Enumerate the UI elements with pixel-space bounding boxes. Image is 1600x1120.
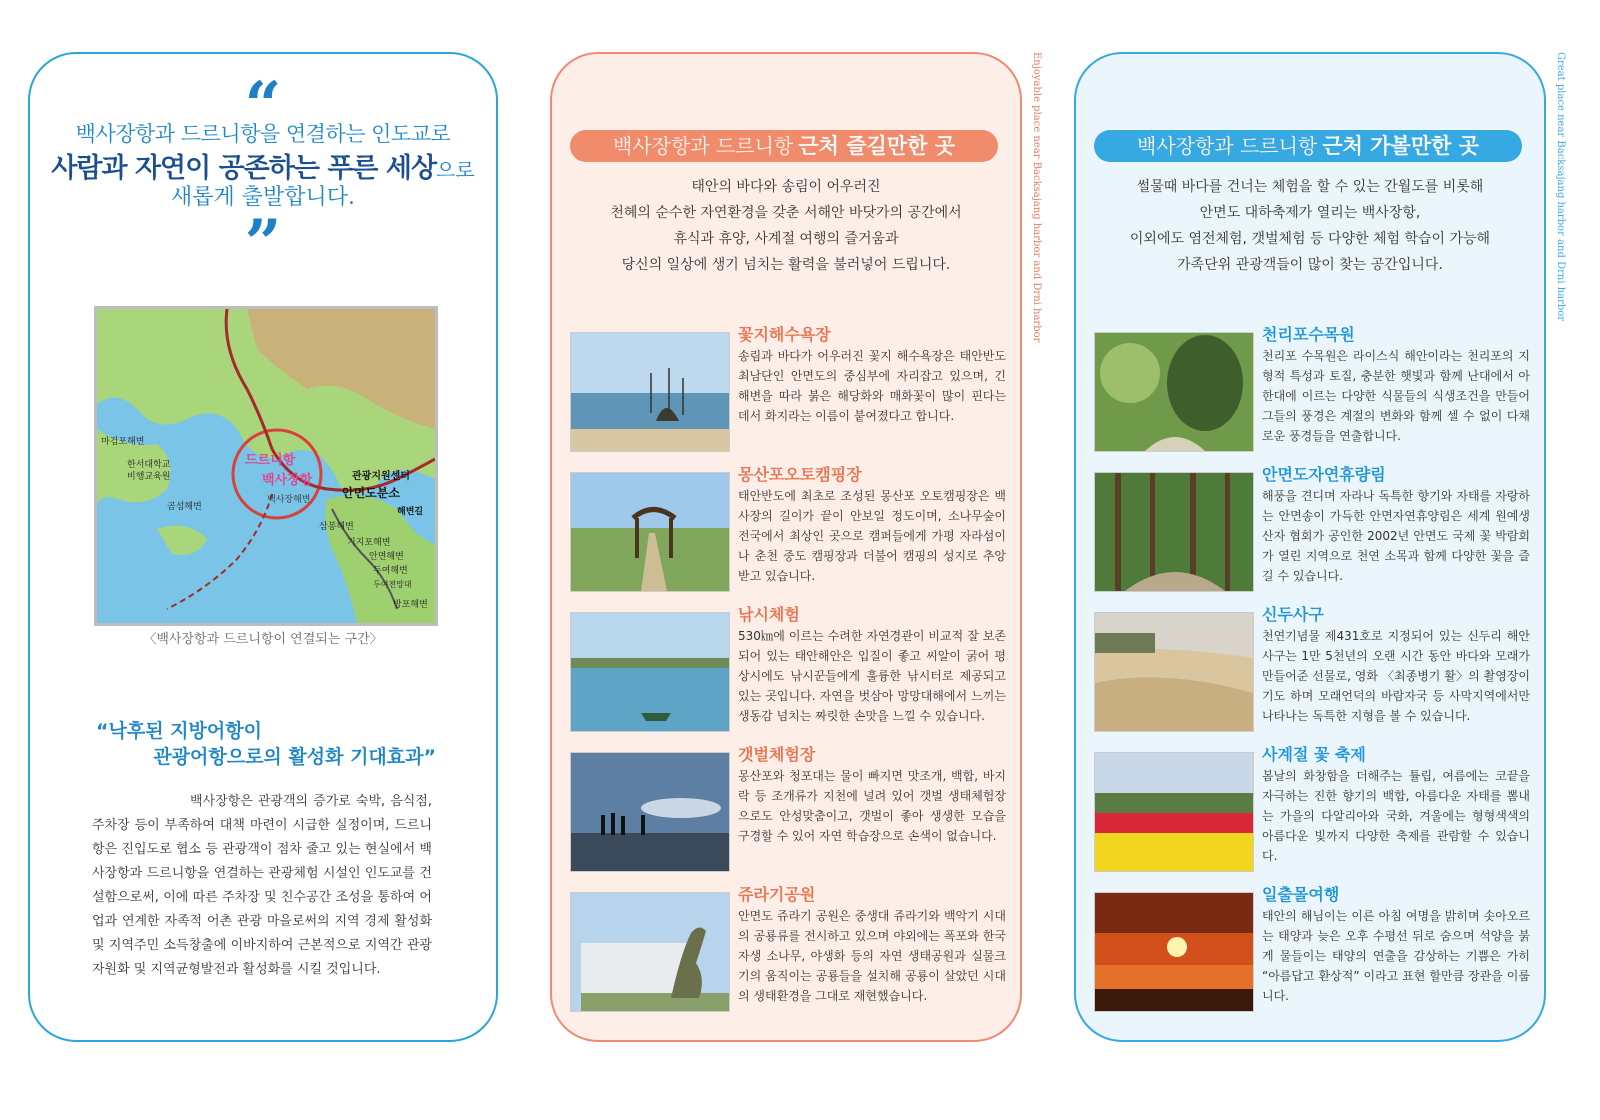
intro-line: 천혜의 순수한 자연환경을 갖춘 서해안 바닷가의 공간에서 xyxy=(610,205,962,221)
place-desc: 송림과 바다가 어우러진 꽃지 해수욕장은 태안반도 최남단인 안면도의 중심부에 자리잡고 있으며, 긴 해변을 따라 붉은 해당화와 매화꽃이 많이 핀다는 데서 화지라는 이름이 붙여졌다고 합니다. xyxy=(738,349,1006,423)
photo-jurassic xyxy=(570,892,730,1012)
map-label-duyeo: 두여해변 xyxy=(373,566,408,576)
place-desc: 천연기념물 제431호로 지정되어 있는 신두리 해안사구는 1만 5천년의 오랜 시간 동안 바다와 모래가 만들어준 선물로, 영화 〈최종병기 활〉의 촬영장이기도 하며 모래언덕의 바람자국 등 사막지역에서만 나타나는 독특한 지형을 볼 수 있습니다. xyxy=(1262,629,1530,723)
map-caption: 〈백사장항과 드르니항이 연결되는 구간〉 xyxy=(143,632,383,647)
map-label-center: 관광지원센터 xyxy=(352,471,410,482)
place-item-jurassic xyxy=(570,885,1006,1014)
panel-bridge-intro xyxy=(28,52,498,1042)
photo-sunset xyxy=(1094,892,1254,1012)
place-item-sinduri xyxy=(1094,605,1530,734)
headline-line3: 새롭게 출발합니다. xyxy=(170,185,355,210)
place-desc: 봄날의 화창함을 더해주는 튤립, 여름에는 코끝을 자극하는 진한 향기의 백합, 아름다운 자태를 뽐내는 가을의 다알리아와 국화, 겨울에는 형형색색의 아름다운 빛까지 다양한 축제를 관람할 수 있습니다. xyxy=(1262,769,1530,863)
panel-enjoyable-places xyxy=(550,52,1022,1042)
place-item-mongsanpo xyxy=(570,465,1006,594)
place-desc: 몽산포와 청포대는 물이 빠지면 맛조개, 백합, 바지락 등 조개류가 지천에 널려 있어 갯벌 생태체험장으로도 안성맞춤이고, 갯벌이 좋아 생생한 모습을 구경할 수 있어 자연 학습장으로 손색이 없습니다. xyxy=(738,769,1006,843)
map-label-branch: 안면도분소 xyxy=(342,486,400,500)
intro-line: 안면도 대하축제가 열리는 백사장항, xyxy=(1199,205,1421,221)
map-label-trail: 해변길 xyxy=(397,507,424,517)
map-label-magumpo: 마검포해변 xyxy=(101,437,145,447)
place-item-arboretum xyxy=(1094,325,1530,454)
place-title: 몽산포오토캠핑장 xyxy=(738,465,862,484)
map-label-anmyeon: 안면해변 xyxy=(369,552,404,562)
intro-line: 태안의 바다와 송림이 어우러진 xyxy=(691,179,881,195)
area-map xyxy=(94,306,438,626)
headline-suffix: 으로 xyxy=(436,158,475,182)
photo-arboretum xyxy=(1094,332,1254,452)
map-label-gijipo: 기지포해변 xyxy=(347,538,391,548)
place-item-mudflat xyxy=(570,745,1006,874)
map-label-beach: 백사장해변 xyxy=(267,495,311,505)
enjoyable-intro xyxy=(562,174,1010,278)
place-title: 꽃지해수욕장 xyxy=(738,325,831,344)
close-quote-icon: ” xyxy=(244,206,282,281)
map-label-sambong: 삼봉해변 xyxy=(319,522,354,532)
place-title: 쥬라기공원 xyxy=(738,885,816,904)
photo-sinduri xyxy=(1094,612,1254,732)
place-item-kkotji xyxy=(570,325,1006,454)
vertical-caption-right: Great place near Backsajang harbor and Drni harbor xyxy=(1555,52,1566,322)
enjoyable-places-title xyxy=(570,130,998,162)
place-title: 낚시체험 xyxy=(738,605,800,624)
headline-line1: 백사장항과 드르니항을 연결하는 인도교로 xyxy=(75,122,451,146)
place-desc: 태안의 해님이는 이른 아침 여명을 밝히며 솟아오르는 태양과 늦은 오후 수평선 뒤로 숨으며 석양을 붉게 물들이는 태양의 연출을 감상하는 기쁨은 가히 “아름답고 환상적” 이라고 표현 할만큼 장관을 이룹니다. xyxy=(1262,909,1530,1003)
map-label-bangpo: 방포해변 xyxy=(393,600,428,610)
title-bold: 근처 가볼만한 곳 xyxy=(1322,134,1479,158)
place-title: 사계절 꽃 축제 xyxy=(1262,745,1366,764)
intro-line: 가족단위 관광객들이 많이 찾는 공간입니다. xyxy=(1177,257,1443,273)
place-title: 천리포수목원 xyxy=(1262,325,1355,344)
photo-forest xyxy=(1094,472,1254,592)
intro-line: 휴식과 휴양, 사계절 여행의 즐거움과 xyxy=(673,231,899,247)
place-desc: 천리포 수목원은 라이스식 해안이라는 천리포의 지형적 특성과 토질, 충분한 햇빛과 함께 난대에서 아한대에 이르는 다양한 식물들의 식생조건을 만들어 그들의 풍경은 계절의 변화와 함께 셀 수 없이 다채로운 풍경들을 연출합니다. xyxy=(1262,349,1530,443)
great-places-title xyxy=(1094,130,1522,162)
place-desc: 530㎞에 이르는 수려한 자연경관이 비교적 잘 보존되어 있는 태안해안은 입질이 좋고 씨알이 굵어 평상시에도 낚시꾼들에게 훌륭한 낚시터로 제공되고 있는 곳입니다. 자연을 벗삼아 망망대해에서 느끼는 생동감 넘치는 짜릿한 손맛을 느낄 수 있습니다. xyxy=(738,629,1006,723)
map-label-aviation: 비행교육원 xyxy=(127,472,171,482)
intro-line: 썰물때 바다를 건너는 체험을 할 수 있는 간월도를 비롯해 xyxy=(1136,179,1484,195)
map-label-duyeo-view: 두여전망대 xyxy=(373,580,412,589)
place-title: 갯벌체험장 xyxy=(738,745,816,764)
title-bold: 근처 즐길만한 곳 xyxy=(798,134,955,158)
place-item-flower-festival xyxy=(1094,745,1530,874)
map-label-drni: 드르니항 xyxy=(245,453,296,468)
open-quote-icon: “ xyxy=(244,68,282,143)
title-light: 백사장항과 드르니항 xyxy=(613,134,794,158)
place-desc: 해풍을 견디며 자라나 독특한 향기와 자태를 자랑하는 안면송이 가득한 안면자연휴양림은 세계 원예생산자 협회가 공인한 2002년 안면도 국제 꽃 박람회가 열린 지역으로 천연 소목과 함께 다양한 꽃을 즐길 수 있습니다. xyxy=(1262,489,1530,583)
effect-subhead-line1: “낙후된 지방어항이 xyxy=(96,720,262,742)
effect-body-text: 백사장항은 관광객의 증가로 숙박, 음식점, 주차장 등이 부족하여 대책 마련이 시급한 실정이며, 드르니항은 진입도로 협소 등 관광객이 점차 줄고 있는 현실에서 백사장항과 드르니항을 연결하는 관광체험 시설인 인도교를 건설함으로써, 이에 따른 주차장 및 친수공간 조성을 통하여 어업과 연계한 자족적 어촌 관광 마을로써의 지역 경제 활성화 및 지역주민 소득창출에 이바지하여 근본적으로 지역간 관광자원화 및 지역균형발전과 활성화를 시킬 것입니다. xyxy=(92,794,432,977)
place-item-fishing xyxy=(570,605,1006,734)
map-label-hanseo: 한서대학교 xyxy=(127,460,171,470)
panel-great-places xyxy=(1074,52,1546,1042)
place-item-sunrise-sunset xyxy=(1094,885,1530,1014)
map-label-gomseom: 곰섬해변 xyxy=(167,502,202,512)
intro-line: 이외에도 염전체험, 갯벌체험 등 다양한 체험 학습이 가능해 xyxy=(1129,231,1491,247)
vertical-caption-mid: Enjoyable place near Backsajang harbor and Drni harbor xyxy=(1031,52,1042,343)
effect-subhead-line2: 관광어항으로의 활성화 기대효과” xyxy=(153,746,436,768)
place-title: 신두사구 xyxy=(1262,605,1324,624)
place-title: 안면도자연휴량림 xyxy=(1262,465,1386,484)
photo-mudflat xyxy=(570,752,730,872)
map-illustration xyxy=(97,309,435,623)
map-label-backsajang: 백사장항 xyxy=(262,473,313,488)
place-desc: 태안반도에 최초로 조성된 몽산포 오토캠핑장은 백사장의 길이가 끝이 안보일 정도이며, 소나무숲이 전국에서 최상인 곳으로 캠퍼들에게 가평 자라섬이나 춘천 중도 캠핑장과 더불어 캠핑의 성지로 추앙받고 있습니다. xyxy=(738,489,1006,583)
photo-flower-festival xyxy=(1094,752,1254,872)
headline-main: 사람과 자연이 공존하는 푸른 세상 xyxy=(51,153,437,184)
title-light: 백사장항과 드르니항 xyxy=(1137,134,1318,158)
place-title: 일출몰여행 xyxy=(1262,885,1340,904)
photo-kkotji xyxy=(570,332,730,452)
place-desc: 안면도 쥬라기 공원은 중생대 쥬라기와 백악기 시대의 공룡류를 전시하고 있으며 야외에는 폭포와 한국자생 소나무, 야생화 등의 자연 생태공원과 실물크기의 움직이는 공룡들을 설치해 공룡이 살았던 시대의 생태환경을 그대로 재현했습니다. xyxy=(738,909,1006,1003)
intro-line: 당신의 일상에 생기 넘치는 활력을 불러넣어 드립니다. xyxy=(621,257,951,273)
photo-fishing xyxy=(570,612,730,732)
photo-mongsanpo xyxy=(570,472,730,592)
place-item-forest xyxy=(1094,465,1530,594)
great-intro xyxy=(1086,174,1534,278)
